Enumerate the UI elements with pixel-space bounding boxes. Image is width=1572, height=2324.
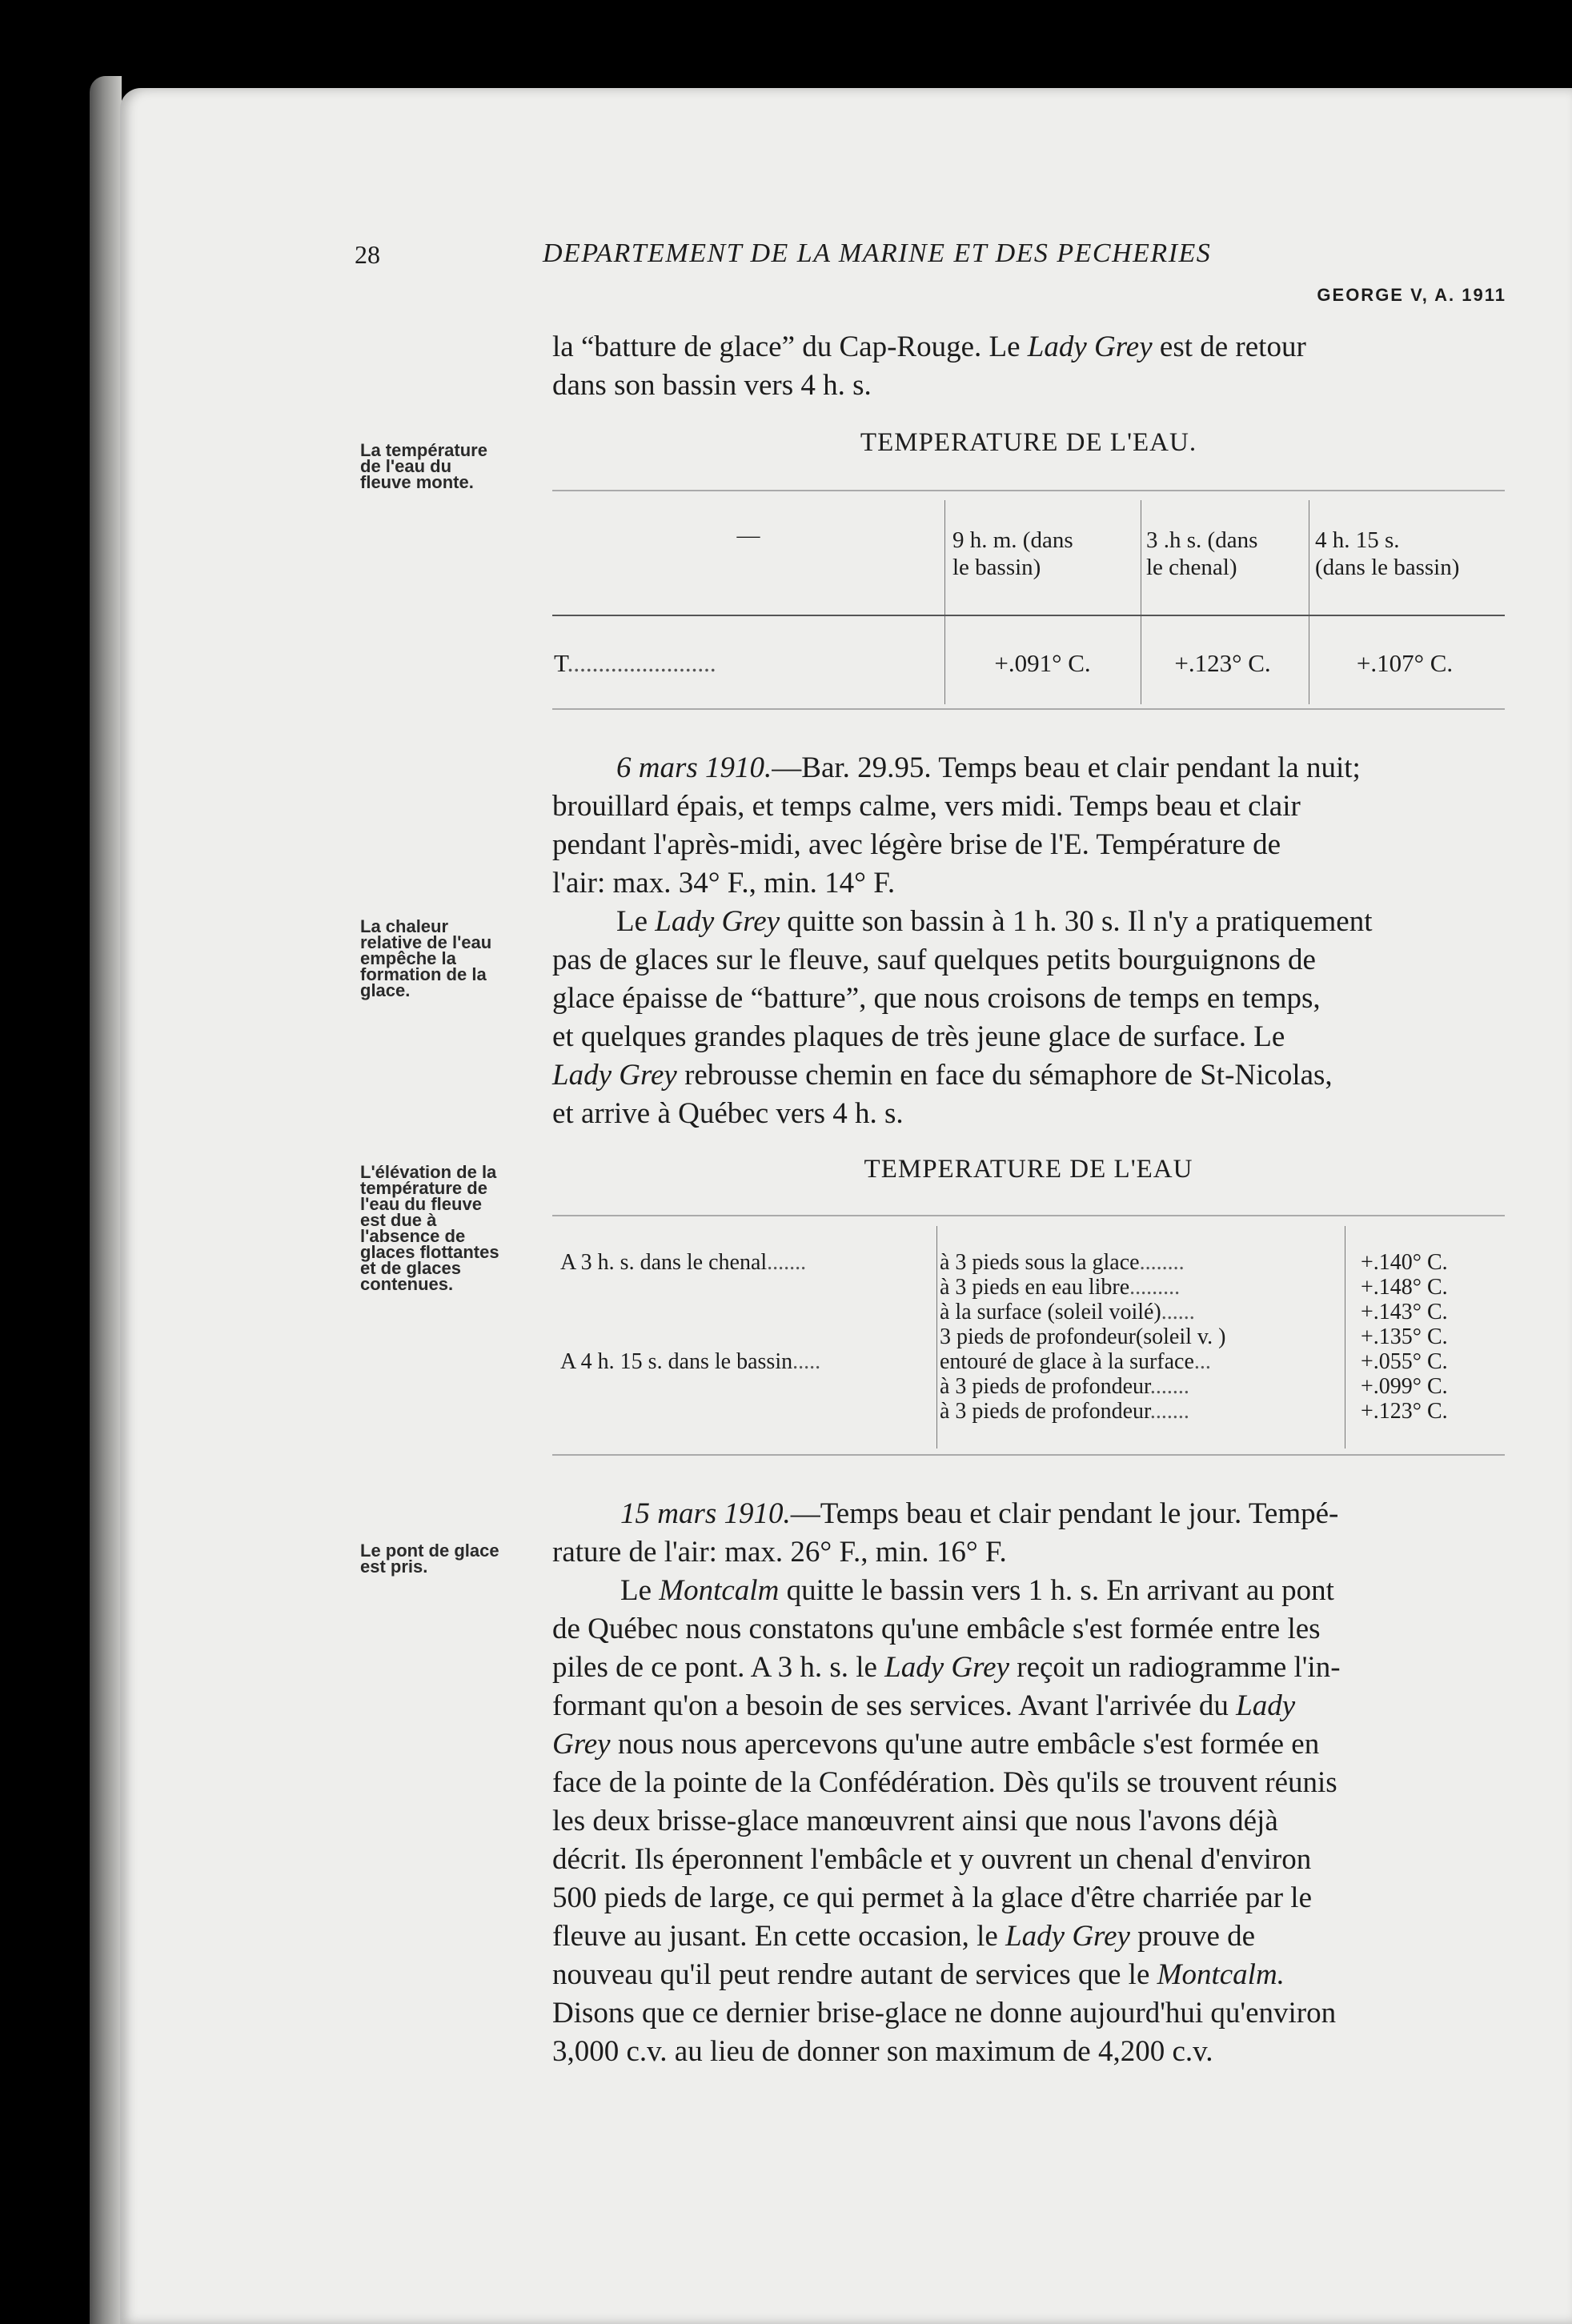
- entry-line: face de la pointe de la Confédération. Dès qu'ils se trouvent réunis: [552, 1766, 1337, 1799]
- table1-value-3h: +.123° C.: [1174, 649, 1271, 677]
- header-line: 9 h. m. (dans: [952, 527, 1073, 553]
- entry-line: Disons que ce dernier brise-glace ne donne aujourd'hui qu'environ: [552, 1997, 1337, 2029]
- entry-date: 15 mars 1910.: [620, 1497, 791, 1530]
- margin-line: température de: [360, 1178, 487, 1198]
- ship-name: Lady Grey: [552, 1059, 677, 1092]
- entry-line: les deux brisse-glace manœuvrent ainsi que nous l'avons déjà: [552, 1805, 1278, 1837]
- entry-line: [552, 1956, 1505, 1994]
- entry-line: de Québec nous constatons qu'une embâcle s'est formée entre les: [552, 1613, 1321, 1645]
- entry-line: [552, 1495, 1505, 1533]
- dot-leader: .........: [1129, 1275, 1181, 1300]
- row-desc: à 3 pieds sous la glace: [940, 1250, 1140, 1275]
- intro-line-1: [552, 328, 1505, 367]
- page-number: 28: [355, 240, 380, 269]
- entry-text: nous nous apercevons qu'une autre embâcle s'est formée en: [610, 1728, 1320, 1761]
- margin-note-3: [360, 1164, 499, 1292]
- intro-text: la “batture de glace” du Cap-Rouge. Le: [552, 331, 1028, 363]
- dot-leader: ...: [1193, 1349, 1211, 1374]
- row-desc: 3 pieds de profondeur(soleil v. ): [940, 1324, 1226, 1349]
- margin-note-2: [360, 916, 492, 1000]
- entry-line: décrit. Ils éperonnent l'embâcle et y ouvrent un chenal d'environ: [552, 1843, 1312, 1876]
- entry-line: l'air: max. 34° F., min. 14° F.: [552, 867, 896, 900]
- table2-row: [940, 1250, 1185, 1276]
- margin-line: La température: [360, 440, 487, 460]
- entry-line: brouillard épais, et temps calme, vers midi. Temps beau et clair: [552, 790, 1301, 823]
- margin-line: l'absence de: [360, 1226, 466, 1246]
- dot-leader: .......: [767, 1250, 807, 1275]
- entry-line: et quelques grandes plaques de très jeune glace de surface. Le: [552, 1020, 1285, 1053]
- margin-line: l'eau du fleuve: [360, 1194, 482, 1214]
- row-desc: à 3 pieds de profondeur: [940, 1399, 1150, 1424]
- margin-line: formation de la: [360, 964, 487, 984]
- entry-line: 3,000 c.v. au lieu de donner son maximum de 4,200 c.v.: [552, 2035, 1213, 2068]
- ship-name: Montcalm.: [1157, 1958, 1285, 1991]
- table1-value-4h15: +.107° C.: [1356, 649, 1454, 677]
- dot-leader: ......: [1161, 1300, 1195, 1324]
- table1-col2-header: [1146, 527, 1257, 581]
- entry-text: —Temps beau et clair pendant le jour. Tempé-: [790, 1497, 1339, 1530]
- margin-line: Le pont de glace: [360, 1541, 499, 1561]
- ship-name: Lady: [1236, 1689, 1296, 1722]
- header-line: le bassin): [952, 555, 1041, 580]
- dot-leader: ........................: [567, 649, 716, 677]
- table1-col-divider: [944, 500, 945, 704]
- entry-line: pas de glaces sur le fleuve, sauf quelques petits bourguignons de: [552, 944, 1316, 976]
- entry-march-6: [552, 749, 1505, 1133]
- margin-line: est due à: [360, 1210, 437, 1230]
- margin-note-4: [360, 1543, 499, 1575]
- entry-text: Le: [620, 1574, 660, 1607]
- table2-group-label-chenal: [560, 1250, 806, 1276]
- entry-text: quitte le bassin vers 1 h. s. En arrivant au pont: [779, 1574, 1334, 1607]
- table1-col3-header: [1315, 527, 1459, 581]
- entry-line: [552, 903, 1505, 941]
- table2-row: [940, 1349, 1211, 1375]
- table2-row: [940, 1324, 1225, 1350]
- entry-line: [552, 749, 1505, 787]
- entry-text: rebrousse chemin en face du sémaphore de St-Nicolas,: [676, 1059, 1333, 1092]
- margin-line: fleuve monte.: [360, 472, 474, 492]
- entry-text: prouve de: [1129, 1920, 1256, 1953]
- row-desc: entouré de glace à la surface: [940, 1349, 1194, 1374]
- entry-line: glace épaisse de “batture”, que nous croisons de temps en temps,: [552, 982, 1321, 1015]
- page-edge-shadow: [90, 76, 122, 2324]
- intro-line-2: dans son bassin vers 4 h. s.: [552, 369, 872, 402]
- entry-line: [552, 1725, 1505, 1764]
- table2-row-value: +.135° C.: [1361, 1324, 1448, 1349]
- dot-leader: .......: [1149, 1399, 1189, 1424]
- entry-line: [552, 1572, 1505, 1610]
- row-label-text: T: [554, 649, 567, 677]
- header-line: 4 h. 15 s.: [1315, 527, 1400, 553]
- table2-bottom-rule: [552, 1454, 1505, 1456]
- entry-text: reçoit un radiogramme l'in-: [1009, 1651, 1341, 1684]
- table1-header-rule: [552, 615, 1505, 616]
- group-label-text: A 4 h. 15 s. dans le bassin: [560, 1349, 793, 1374]
- table2-row-value: +.099° C.: [1361, 1374, 1448, 1399]
- intro-paragraph: [552, 328, 1505, 405]
- group-label-text: A 3 h. s. dans le chenal: [560, 1250, 768, 1275]
- margin-line: est pris.: [360, 1557, 428, 1577]
- entry-text: nouveau qu'il peut rendre autant de services que le: [552, 1958, 1157, 1991]
- table2-row-value: +.140° C.: [1361, 1250, 1448, 1275]
- entry-text: —Bar. 29.95. Temps beau et clair pendant la nuit;: [772, 751, 1361, 784]
- entry-line: rature de l'air: max. 26° F., min. 16° F.: [552, 1536, 1007, 1569]
- entry-date: 6 mars 1910.: [616, 751, 772, 784]
- table2-group-label-bassin: [560, 1349, 820, 1375]
- table2-row-value: +.148° C.: [1361, 1275, 1448, 1300]
- regnal-year: GEORGE V, A. 1911: [1317, 285, 1506, 305]
- ship-name: Lady Grey: [884, 1651, 1010, 1684]
- table1-col1-header: [952, 527, 1073, 581]
- row-desc: à 3 pieds de profondeur: [940, 1374, 1150, 1399]
- intro-text: est de retour: [1152, 331, 1306, 363]
- entry-line: et arrive à Québec vers 4 h. s.: [552, 1097, 904, 1130]
- table2-row: [940, 1275, 1180, 1300]
- entry-text: piles de ce pont. A 3 h. s. le: [552, 1651, 885, 1684]
- margin-line: glace.: [360, 980, 411, 1000]
- margin-line: contenues.: [360, 1274, 454, 1294]
- row-desc: à la surface (soleil voilé): [940, 1300, 1161, 1324]
- table2-row: [940, 1399, 1189, 1424]
- entry-text: Le: [616, 905, 656, 938]
- entry-line: [552, 1917, 1505, 1956]
- table1-stub-header: —: [736, 523, 760, 548]
- header-line: le chenal): [1146, 555, 1237, 580]
- table2-row-value: +.143° C.: [1361, 1300, 1448, 1324]
- table2-col-divider: [936, 1226, 937, 1448]
- table1-row-label: [554, 650, 716, 677]
- table2-row-value: +.055° C.: [1361, 1349, 1448, 1374]
- margin-line: de l'eau du: [360, 456, 452, 476]
- table2-top-rule: [552, 1215, 1505, 1216]
- table2-heading: TEMPERATURE DE L'EAU: [864, 1155, 1193, 1184]
- entry-line: pendant l'après-midi, avec légère brise de l'E. Température de: [552, 828, 1281, 861]
- entry-line: [552, 1687, 1505, 1725]
- table2-row: [940, 1374, 1189, 1400]
- ship-name: Montcalm: [659, 1574, 780, 1607]
- table2-row: [940, 1300, 1195, 1325]
- entry-march-15: [552, 1495, 1505, 2071]
- ship-name: Lady Grey: [1027, 331, 1153, 363]
- dot-leader: .......: [1149, 1374, 1189, 1399]
- row-desc: à 3 pieds en eau libre: [940, 1275, 1130, 1300]
- entry-text: formant qu'on a besoin de ses services. Avant l'arrivée du: [552, 1689, 1237, 1722]
- margin-line: et de glaces: [360, 1258, 461, 1278]
- running-title: DEPARTEMENT DE LA MARINE ET DES PECHERIES: [543, 238, 1212, 268]
- table2-row-value: +.123° C.: [1361, 1399, 1448, 1424]
- entry-line: [552, 1649, 1505, 1687]
- margin-line: glaces flottantes: [360, 1242, 499, 1262]
- header-line: (dans le bassin): [1315, 555, 1460, 580]
- entry-text: fleuve au jusant. En cette occasion, le: [552, 1920, 1006, 1953]
- dot-leader: ........: [1139, 1250, 1185, 1275]
- entry-line: 500 pieds de large, ce qui permet à la glace d'être charriée par le: [552, 1881, 1312, 1914]
- ship-name: Grey: [552, 1728, 611, 1761]
- entry-line: [552, 1056, 1505, 1095]
- table1-top-rule: [552, 490, 1505, 491]
- ship-name: Lady Grey: [655, 905, 780, 938]
- ship-name: Lady Grey: [1005, 1920, 1130, 1953]
- margin-line: empêche la: [360, 948, 456, 968]
- margin-note-1: [360, 440, 487, 492]
- margin-line: L'élévation de la: [360, 1162, 497, 1182]
- margin-line: relative de l'eau: [360, 932, 492, 952]
- table1-value-9h: +.091° C.: [994, 649, 1091, 677]
- dot-leader: .....: [792, 1349, 821, 1374]
- table1-bottom-rule: [552, 708, 1505, 710]
- header-line: 3 .h s. (dans: [1146, 527, 1258, 553]
- margin-line: La chaleur: [360, 916, 449, 936]
- entry-text: quitte son bassin à 1 h. 30 s. Il n'y a pratiquement: [780, 905, 1373, 938]
- table1-heading: TEMPERATURE DE L'EAU.: [860, 428, 1197, 457]
